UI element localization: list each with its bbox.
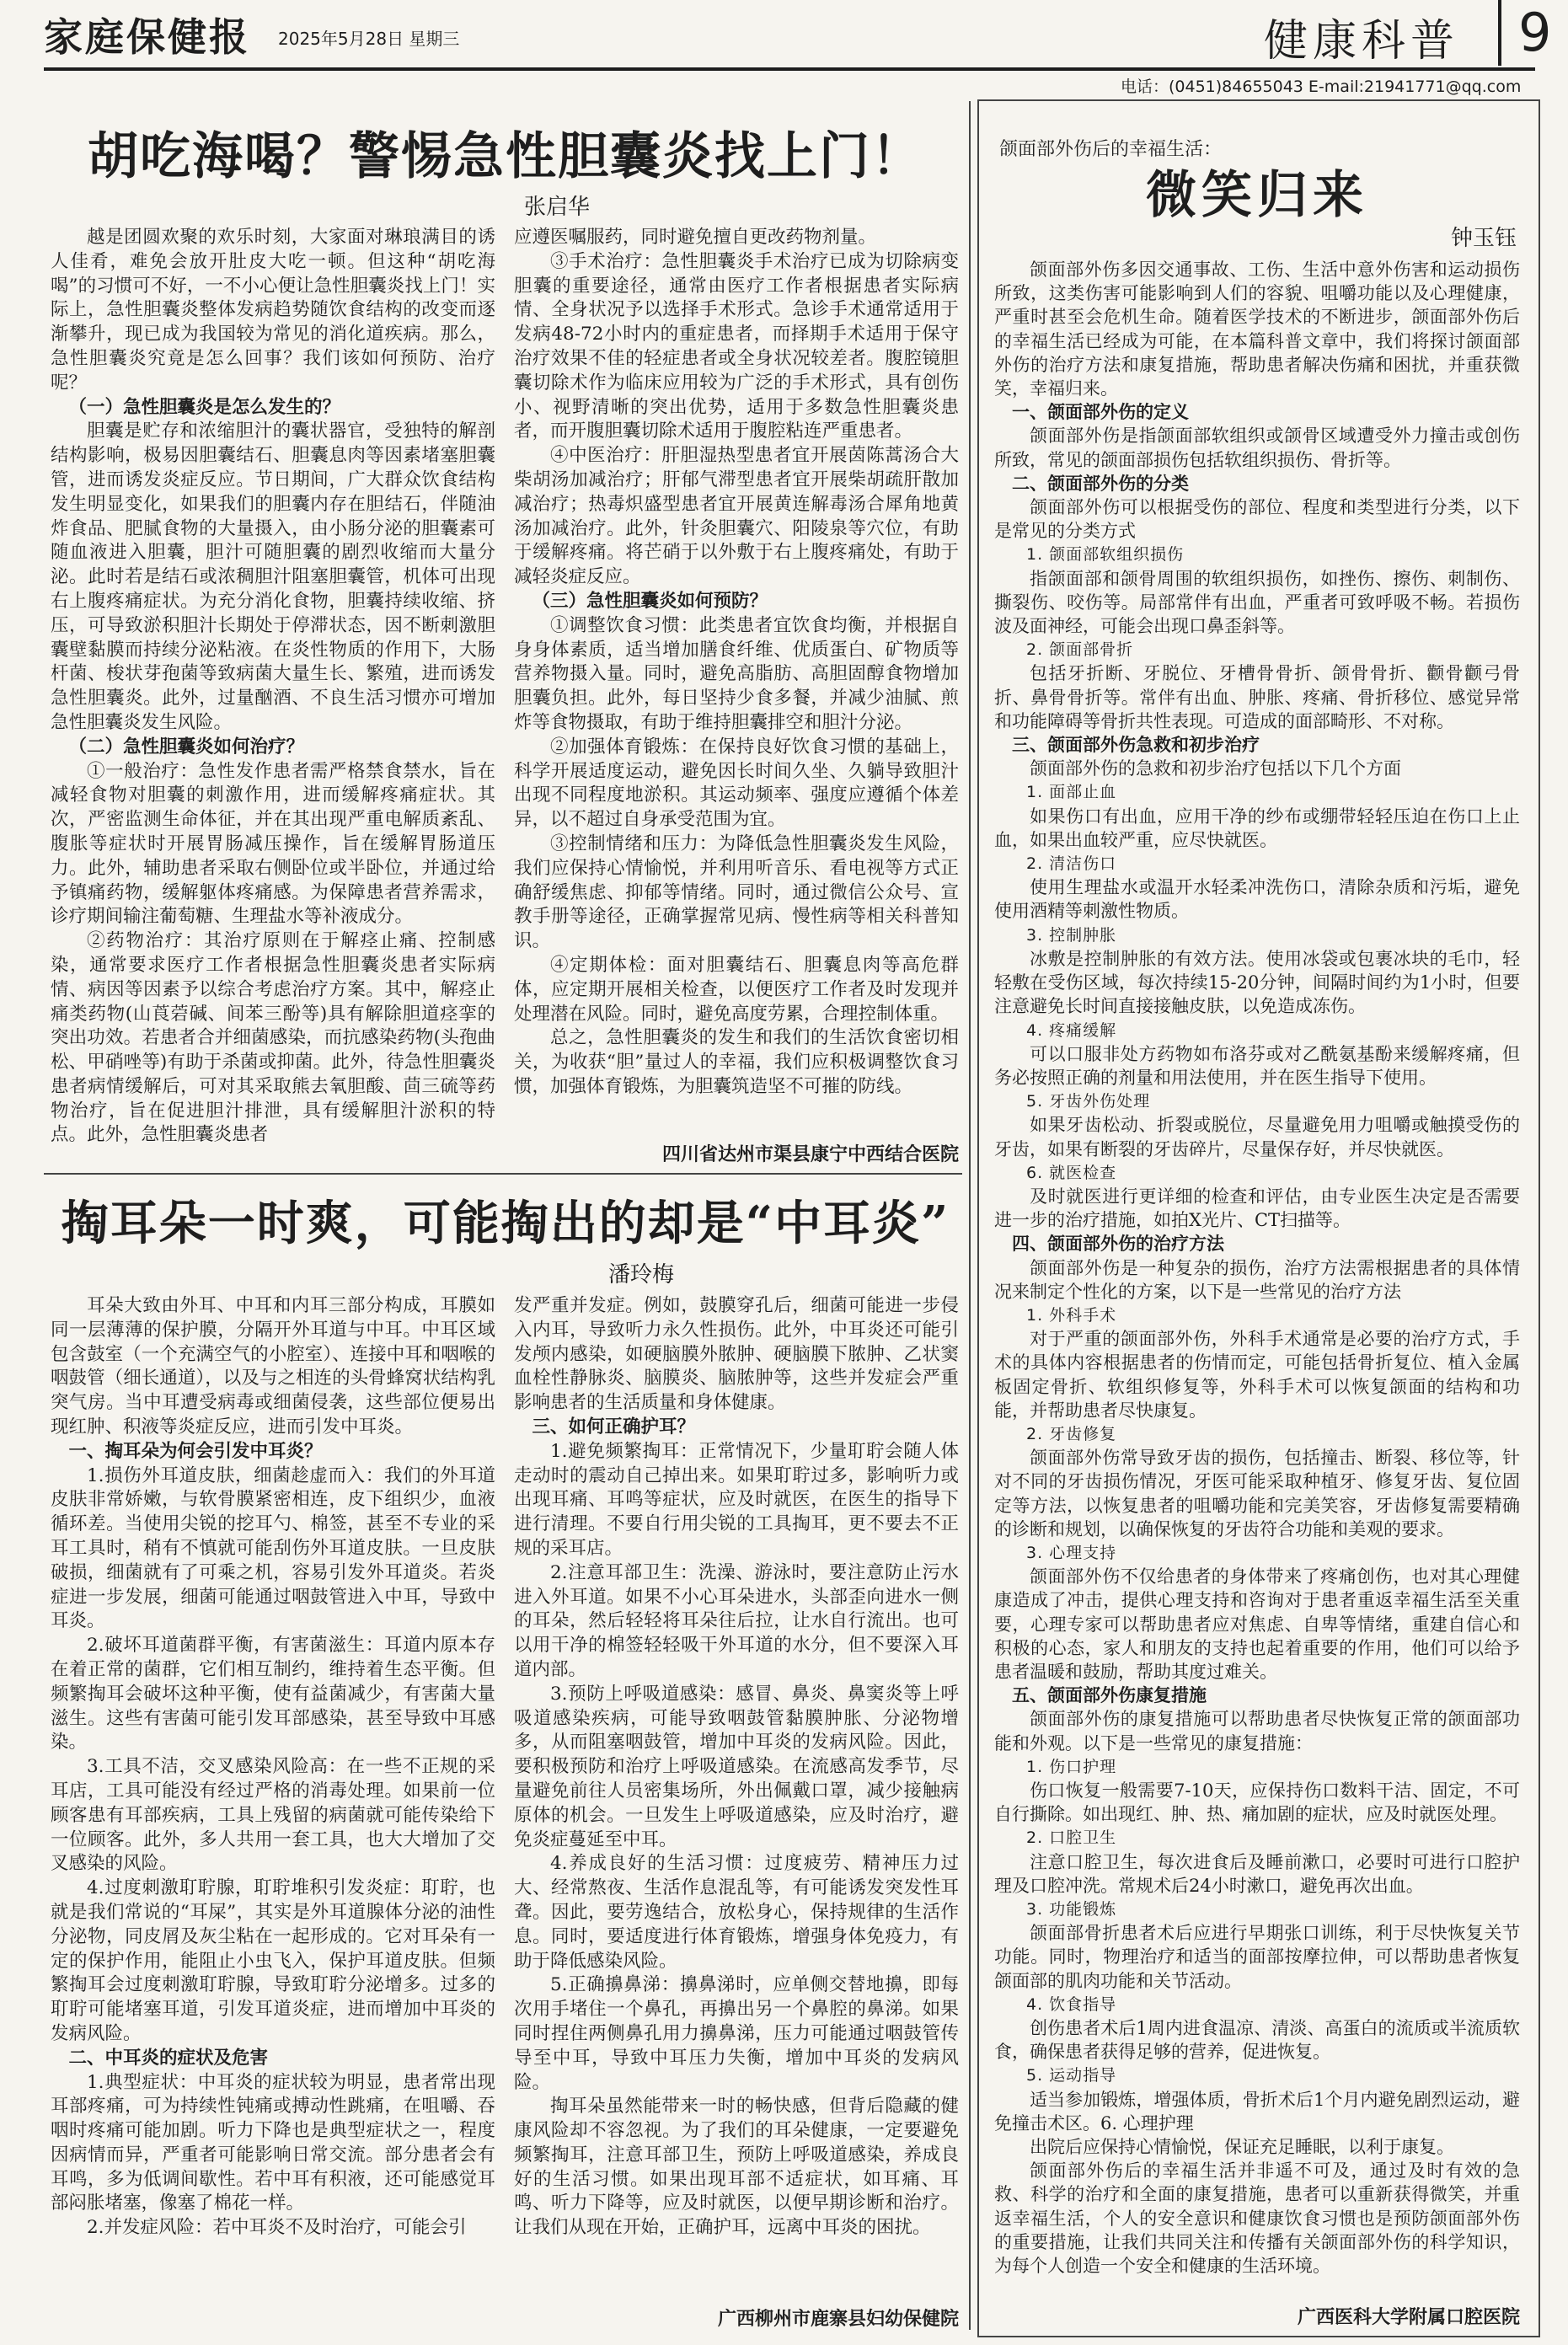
paragraph: 颌面部外伤可以根据受伤的部位、程度和类型进行分类，以下是常见的分类方式 bbox=[994, 497, 1520, 542]
paragraph: 颌面部骨折患者术后应进行早期张口训练，利于尽快恢复关节功能。同时，物理治疗和适当的面部按摩拉伸，可以帮助患者恢复颌面部的肌肉功能和关节活动。 bbox=[994, 1923, 1520, 1991]
paragraph: ③手术治疗：急性胆囊炎手术治疗已成为切除病变胆囊的重要途径，通常由医疗工作者根据患者实际病情、全身状况予以选择手术形式。急诊手术通常适用于发病48-72小时内的重症患者，而择期手术适用于保守治疗效果不佳的轻症患者或全身状况较差者。腹腔镜胆囊切除术作为临床应用较为广泛的手术形式，具有创伤小、视野清晰的突出优势，适用于多数急性胆囊炎患者，而开腹胆囊切除术适用于腹腔粘连严重患者。 bbox=[514, 250, 959, 442]
paragraph: 2.并发症风险：若中耳炎不及时治疗，可能会引 bbox=[87, 2217, 467, 2239]
paragraph: ③控制情绪和压力：为降低急性胆囊炎发生风险，我们应保持心情愉悦，并利用听音乐、看电视等方式正确舒缓焦虑、抑郁等情绪。同时，通过微信公众号、宣教手册等途径，正确掌握常见病、慢性病等相关科普知识。 bbox=[514, 833, 959, 952]
paragraph: 掏耳朵虽然能带来一时的畅快感，但背后隐藏的健康风险却不容忽视。为了我们的耳朵健康，一定要避免频繁掏耳，注意耳部卫生，预防上呼吸道感染，养成良好的生活习惯。如果出现耳部不适症状，如耳痛、耳鸣、听力下降等，应及时就医，以便早期诊断和治疗。让我们从现在开始，正确护耳，远离中耳炎的困扰。 bbox=[514, 2096, 959, 2239]
subheading: 一、掏耳朵为何会引发中耳炎？ bbox=[68, 1440, 323, 1462]
paragraph: 创伤患者术后1周内进食温凉、清淡、高蛋白的流质或半流质软食，确保患者获得足够的营养，促进恢复。 bbox=[994, 2018, 1520, 2063]
paragraph: 颌面部外伤的急救和初步治疗包括以下几个方面 bbox=[1030, 758, 1401, 779]
paragraph: ④中医治疗：肝胆湿热型患者宜开展茵陈蒿汤合大柴胡汤加减治疗；肝郁气滞型患者宜开展柴胡疏肝散加减治疗；热毒炽盛型患者宜开展黄连解毒汤合犀角地黄汤加减治疗。此外，针灸胆囊穴、阳陵泉等穴位，有助于缓解疼痛。将芒硝于以外敷于右上腹疼痛处，有助于减轻炎症反应。 bbox=[514, 445, 959, 588]
paragraph: ①一般治疗：急性发作患者需严格禁食禁水，旨在减轻食物对胆囊的刺激作用，进而缓解疼痛症状。其次，严密监测生命体征，并在其出现严重电解质紊乱、腹胀等症状时开展胃肠减压操作，旨在缓解胃肠道压力。此外，辅助患者采取右侧卧位或半卧位，并通过给予镇痛药物，缓解躯体疼痛感。为保障患者营养需求，诊疗期间输注葡萄糖、生理盐水等补液成分。 bbox=[51, 760, 495, 928]
paragraph: 颌面部外伤的康复措施可以帮助患者尽快恢复正常的颌面部功能和外观。以下是一些常见的康复措施： bbox=[994, 1709, 1520, 1753]
subheading: 三、如何正确护耳？ bbox=[532, 1416, 696, 1438]
minor-heading: 2. 口腔卫生 bbox=[1026, 1828, 1117, 1848]
paragraph: 适当参加锻炼，增强体质，骨折术后1个月内避免剧烈运动，避免撞击术区。6. 心理护理 bbox=[994, 2089, 1520, 2134]
article-separator bbox=[44, 1173, 962, 1175]
paragraph: 3.预防上呼吸道感染：感冒、鼻炎、鼻窦炎等上呼吸道感染疾病，可能导致咽鼓管黏膜肿胀、分泌物增多，从而阻塞咽鼓管，增加中耳炎的发病风险。因此，要积极预防和治疗上呼吸道感染。在流感高发季节，尽量避免前往人员密集场所，外出佩戴口罩，减少接触病原体的机会。一旦发生上呼吸道感染，应及时治疗，避免炎症蔓延至中耳。 bbox=[514, 1683, 959, 1850]
paragraph: 指颌面部和颌骨周围的软组织损伤，如挫伤、擦伤、刺制伤、撕裂伤、咬伤等。局部常伴有出血，严重者可致呼吸不畅。若损伤波及面神经，可能会出现口鼻歪斜等。 bbox=[994, 568, 1520, 637]
paragraph: ①调整饮食习惯：此类患者宜饮食均衡，并根据自身身体素质，适当增加膳食纤维、优质蛋白、矿物质等营养物摄入量。同时，避免高脂肪、高胆固醇食物增加胆囊负担。此外，每日坚持少食多餐，并减少油腻、煎炸等食物摄取，有助于维持胆囊排空和胆汁分泌。 bbox=[514, 614, 959, 733]
paragraph: 颌面部外伤是指颌面部软组织或颌骨区域遭受外力撞击或创伤所致，常见的颌面部损伤包括软组织损伤、骨折等。 bbox=[994, 426, 1520, 470]
paragraph: 包括牙折断、牙脱位、牙槽骨骨折、颌骨骨折、颧骨颧弓骨折、鼻骨骨折等。常伴有出血、肿胀、疼痛、骨折移位、感觉异常和功能障碍等骨折共性表现。可造成的面部畸形、不对称。 bbox=[994, 663, 1520, 731]
minor-heading: 5. 牙齿外伤处理 bbox=[1026, 1092, 1151, 1111]
paragraph: 注意口腔卫生，每次进食后及睡前漱口，必要时可进行口腔护理及口腔冲洗。常规术后24小时漱口，避免再次出血。 bbox=[994, 1851, 1520, 1896]
section-title: 健康科普 bbox=[1264, 16, 1460, 67]
minor-heading: 2. 清洁伤口 bbox=[1026, 854, 1117, 874]
paragraph: 冰敷是控制肿胀的有效方法。使用冰袋或包裹冰块的毛巾，轻轻敷在受伤区域，每次持续15-20分钟，间隔时间约为1小时，但要注意避免长时间直接接触皮肤，以免造成冻伤。 bbox=[994, 948, 1520, 1017]
minor-heading: 3. 心理支持 bbox=[1026, 1543, 1117, 1562]
contact-info: 电话：(0451)84655043 E-mail:21941771@qq.com bbox=[1121, 78, 1522, 96]
paragraph: 胆囊是贮存和浓缩胆汁的囊状器官，受独特的解剖结构影响，极易因胆囊结石、胆囊息肉等因素堵塞胆囊管，进而诱发炎症反应。节日期间，广大群众饮食结构发生明显变化，如果我们的胆囊内存在胆结石，伴随油炸食品、肥腻食物的大量摄入，由小肠分泌的胆囊素可随血液进入胆囊，胆汁可随胆囊的剧烈收缩而大量分泌。此时若是结石或浓稠胆汁阻塞胆囊管，机体可出现右上腹疼痛症状。为充分消化食物，胆囊持续收缩、挤压，可导致淤积胆汁长期处于停滞状态，因不断刺激胆囊壁黏膜而持续分泌粘液。在炎性物质的作用下，大肠杆菌、梭状芽孢菌等致病菌大量生长、繁殖，进而诱发急性胆囊炎。此外，过量酗酒、不良生活习惯亦可增加急性胆囊炎发生风险。 bbox=[51, 420, 495, 733]
minor-heading: 3. 控制肿胀 bbox=[1026, 925, 1117, 945]
minor-heading: 5. 运动指导 bbox=[1026, 2066, 1117, 2085]
paragraph: 1.损伤外耳道皮肤，细菌趁虚而入：我们的外耳道皮肤非常娇嫩，与软骨膜紧密相连，皮下组织少，血液循环差。当使用尖锐的挖耳勺、棉签，甚至不专业的采耳工具时，稍有不慎就可能刮伤外耳道皮肤。一旦皮肤破损，细菌就有了可乘之机，容易引发外耳道炎。若炎症进一步发展，细菌可能通过咽鼓管进入中耳，导致中耳炎。 bbox=[51, 1464, 495, 1632]
paragraph: 总之，急性胆囊炎的发生和我们的生活饮食密切相关，为收获“胆”量过人的幸福，我们应积极调整饮食习惯，加强体育锻炼，为胆囊筑造坚不可摧的防线。 bbox=[514, 1027, 959, 1097]
minor-heading: 4. 疼痛缓解 bbox=[1026, 1020, 1117, 1040]
subheading: （二）急性胆囊炎如何治疗？ bbox=[68, 736, 305, 758]
article1-author: 张启华 bbox=[523, 195, 590, 220]
minor-heading: 1. 外科手术 bbox=[1026, 1305, 1117, 1325]
paragraph: 4.过度刺激耵聍腺，耵聍堆积引发炎症：耵聍，也就是我们常说的“耳屎”，其实是外耳道腺体分泌的油性分泌物，同皮屑及灰尘粘在一起形成的。它对耳朵有一定的保护作用，能阻止小虫飞入，保护耳道皮肤。但频繁掏耳会过度刺激耵聍腺，导致耵聍分泌增多。过多的耵聍可能堵塞耳道，引发耳道炎症，进而增加中耳炎的发病风险。 bbox=[51, 1877, 495, 2044]
minor-heading: 4. 饮食指导 bbox=[1026, 1994, 1117, 2014]
paragraph: 对于严重的颌面部外伤，外科手术通常是必要的治疗方式，手术的具体内容根据患者的伤情而定，可能包括骨折复位、植入金属板固定骨折、软组织修复等，外科手术可以恢复颌面的结构和功能，并帮助患者尽快康复。 bbox=[994, 1329, 1520, 1421]
subheading: 二、中耳炎的症状及危害 bbox=[68, 2047, 269, 2069]
paragraph: 2.注意耳部卫生：洗澡、游泳时，要注意防止污水进入外耳道。如果不小心耳朵进水，头部歪向进水一侧的耳朵，然后轻轻将耳朵往后拉，让水自行流出。也可以用干净的棉签轻轻吸干外耳道的水分，但不要深入耳道内部。 bbox=[514, 1561, 959, 1680]
paragraph: 使用生理盐水或温开水轻柔冲洗伤口，清除杂质和污垢，避免使用酒精等刺激性物质。 bbox=[994, 877, 1520, 922]
article2-column-2 bbox=[514, 1294, 959, 2300]
article1-source: 四川省达州市渠县康宁中西结合医院 bbox=[661, 1144, 959, 1165]
paragraph: ②药物治疗：其治疗原则在于解痉止痛、控制感染，通常要求医疗工作者根据急性胆囊炎患者实际病情、病因等因素予以综合考虑治疗方案。其中，解痉止痛类药物(山莨菪碱、间苯三酚等)具有解除胆道痉挛的突出功效。若患者合并细菌感染，而抗感染药物(头孢曲松、甲硝唑等)有助于杀菌或抑菌。此外，待急性胆囊炎患者病情缓解后，可对其采取熊去氧胆酸、茴三硫等药物治疗，旨在促进胆汁排泄，具有缓解胆汁淤积的特点。此外，急性胆囊炎患者 bbox=[51, 930, 495, 1146]
paragraph: 4.养成良好的生活习惯：过度疲劳、精神压力过大、经常熬夜、生活作息混乱等，有可能诱发突发性耳聋。因此，要劳逸结合，放松身心，保持规律的生活作息。同时，要适度进行体育锻炼，增强身体免疫力，有助于降低感染风险。 bbox=[514, 1853, 959, 1972]
subheading: 二、颌面部外伤的分类 bbox=[1012, 472, 1189, 494]
subheading: 五、颌面部外伤康复措施 bbox=[1012, 1684, 1207, 1706]
article1-column-1 bbox=[51, 226, 495, 1153]
minor-heading: 2. 牙齿修复 bbox=[1026, 1424, 1117, 1443]
article3-source: 广西医科大学附属口腔医院 bbox=[1297, 2307, 1520, 2328]
column-divider bbox=[969, 101, 971, 2330]
paragraph: 2.破坏耳道菌群平衡，有害菌滋生：耳道内原本存在着正常的菌群，它们相互制约，维持着生态平衡。但频繁掏耳会破坏这种平衡，使有益菌减少，有害菌大量滋生。这些有害菌可能引发耳部感染，甚至导致中耳感染。 bbox=[51, 1635, 495, 1753]
minor-heading: 1. 面部止血 bbox=[1026, 783, 1117, 802]
subheading: （一）急性胆囊炎是怎么发生的？ bbox=[68, 396, 341, 418]
article2-title: 掏耳朵一时爽，可能掏出的却是“中耳炎” bbox=[61, 1196, 950, 1251]
page-number: 9 bbox=[1498, 0, 1551, 66]
paragraph: 越是团圆欢聚的欢乐时刻，大家面对琳琅满目的诱人佳肴，难免会放开肚皮大吃一顿。但这种“胡吃海喝”的习惯可不好，一不小心便让急性胆囊炎找上门！实际上，急性胆囊炎整体发病趋势随饮食结构的改变而逐渐攀升，现已成为我国较为常见的消化道疾病。那么，急性胆囊炎究竟是怎么回事？我们该如何预防、治疗呢？ bbox=[51, 227, 495, 394]
paragraph: 1.避免频繁掏耳：正常情况下，少量耵聍会随人体走动时的震动自己掉出来。如果耵聍过多，影响听力或出现耳痛、耳鸣等症状，应及时就医，在医生的指导下进行清理。不要自行用尖锐的工具掏耳，更不要去不正规的采耳店。 bbox=[514, 1440, 959, 1559]
paragraph: ④定期体检：面对胆囊结石、胆囊息肉等高危群体，应定期开展相关检查，以便医疗工作者及时发现并处理潜在风险。同时，避免高度劳累，合理控制体重。 bbox=[514, 954, 959, 1025]
minor-heading: 2. 颌面部骨折 bbox=[1026, 640, 1134, 660]
subheading: 四、颌面部外伤的治疗方法 bbox=[1012, 1233, 1224, 1255]
paragraph: 应遵医嘱服药，同时避免擅自更改药物剂量。 bbox=[514, 227, 877, 248]
paragraph: 3.工具不洁，交叉感染风险高：在一些不正规的采耳店，工具可能没有经过严格的消毒处理。如果前一位顾客患有耳部疾病，工具上残留的病菌就可能传染给下一位顾客。此外，多人共用一套工具，也大大增加了交叉感染的风险。 bbox=[51, 1756, 495, 1875]
paragraph: 颌面部外伤是一种复杂的损伤，治疗方法需根据患者的具体情况来制定个性化的方案，以下是一些常见的治疗方法 bbox=[994, 1257, 1520, 1302]
paragraph: 发严重并发症。例如，鼓膜穿孔后，细菌可能进一步侵入内耳，导致听力永久性损伤。此外，中耳炎还可能引发颅内感染，如硬脑膜外脓肿、硬脑膜下脓肿、乙状窦血栓性静脉炎、脑膜炎、脑脓肿等，这些并发症会严重影响患者的生活质量和身体健康。 bbox=[514, 1295, 959, 1414]
header-rule bbox=[44, 67, 1535, 71]
paragraph: 1.典型症状：中耳炎的症状较为明显，患者常出现耳部疼痛，可为持续性钝痛或搏动性跳痛，在咀嚼、吞咽时疼痛可能加剧。听力下降也是典型症状之一，程度因病情而异，严重者可能影响日常交流。部分患者会有耳鸣，多为低调间歇性。若中耳有积液，还可能感觉耳部闷胀堵塞，像塞了棉花一样。 bbox=[51, 2071, 495, 2214]
article1-title: 胡吃海喝？警惕急性胆囊炎找上门！ bbox=[88, 127, 923, 186]
paragraph: 颌面部外伤后的幸福生活并非遥不可及，通过及时有效的急救、科学的治疗和全面的康复措施，患者可以重新获得微笑，并重返幸福生活，个人的安全意识和健康饮食习惯也是预防颌面部外伤的重要措施，让我们共同关注和传播有关颌面部外伤的科学知识，为每个人创造一个安全和健康的生活环境。 bbox=[994, 2160, 1520, 2277]
minor-heading: 3. 功能锻炼 bbox=[1026, 1900, 1117, 1919]
paragraph: 5.正确擤鼻涕：擤鼻涕时，应单侧交替地擤，即每次用手堵住一个鼻孔，再擤出另一个鼻腔的鼻涕。如果同时捏住两侧鼻孔用力擤鼻涕，压力可能通过咽鼓管传导至中耳，导致中耳压力失衡，增加中耳炎的发病风险。 bbox=[514, 1974, 959, 2093]
paragraph: ②加强体育锻炼：在保持良好饮食习惯的基础上，科学开展适度运动，避免因长时间久坐、久躺导致胆汁出现不同程度地淤积。其运动频率、强度应遵循个体差异，以不超过自身承受范围为宜。 bbox=[514, 736, 959, 831]
subheading: （三）急性胆囊炎如何预防？ bbox=[532, 590, 768, 612]
article2-source: 广西柳州市鹿寨县妇幼保健院 bbox=[717, 2309, 959, 2330]
article3-title: 微笑归来 bbox=[1146, 166, 1368, 225]
article3-series-label: 颌面部外伤后的幸福生活： bbox=[999, 139, 1223, 160]
article1-column-2 bbox=[514, 226, 959, 1138]
minor-heading: 1. 颌面部软组织损伤 bbox=[1026, 545, 1185, 565]
paragraph: 如果牙齿松动、折裂或脱位，尽量避免用力咀嚼或触摸受伤的牙齿，如果有断裂的牙齿碎片，尽量保存好，并尽快就医。 bbox=[994, 1115, 1520, 1159]
article2-author: 潘玲梅 bbox=[607, 1262, 674, 1288]
paragraph: 颌面部外伤常导致牙齿的损伤，包括撞击、断裂、移位等，针对不同的牙齿损伤情况，牙医可能采取种植牙、修复牙齿、复位固定等方法，以恢复患者的咀嚼功能和完美笑容，牙齿修复需要精确的诊断和规划，以确保恢复的牙齿符合功能和美观的要求。 bbox=[994, 1448, 1520, 1539]
article2-column-1 bbox=[51, 1294, 495, 2326]
minor-heading: 1. 伤口护理 bbox=[1026, 1757, 1117, 1776]
article3-author: 钟玉钰 bbox=[1450, 226, 1517, 251]
subheading: 三、颌面部外伤急救和初步治疗 bbox=[1012, 734, 1260, 756]
paragraph: 颌面部外伤不仅给患者的身体带来了疼痛创伤，也对其心理健康造成了冲击，提供心理支持和咨询对于患者重返幸福生活至关重要，心理专家可以帮助患者应对焦虑、自卑等情绪，重建自信心和积极的心态，家人和朋友的支持也起着重要的作用，他们可以给予患者温暖和鼓励，帮助其度过难关。 bbox=[994, 1566, 1520, 1682]
minor-heading: 6. 就医检查 bbox=[1026, 1163, 1117, 1182]
article3-body bbox=[994, 258, 1520, 2295]
subheading: 一、颌面部外伤的定义 bbox=[1012, 401, 1189, 423]
paragraph: 耳朵大致由外耳、中耳和内耳三部分构成，耳膜如同一层薄薄的保护膜，分隔开外耳道与中耳。中耳区域包含鼓室（一个充满空气的小腔室）、连接中耳和咽喉的咽鼓管（细长通道），以及与之相连的头骨蜂窝状结构乳突气房。当中耳遭受病毒或细菌侵袭，这些部位便易出现红肿、积液等炎症反应，进而引发中耳炎。 bbox=[51, 1295, 495, 1438]
paragraph: 伤口恢复一般需要7-10天，应保持伤口数料干洁、固定，不可自行撕除。如出现红、肿、热、痛加剧的症状，应及时就医处理。 bbox=[994, 1780, 1520, 1825]
issue-date: 2025年5月28日 星期三 bbox=[278, 29, 460, 49]
paragraph: 如果伤口有出血，应用干净的纱布或绷带轻轻压迫在伤口上止血，如果出血较严重，应尽快就医。 bbox=[994, 806, 1520, 850]
paper-name: 家庭保健报 bbox=[44, 14, 250, 60]
paragraph: 及时就医进行更详细的检查和评估，由专业医生决定是否需要进一步的治疗措施，如拍X光片、CT扫描等。 bbox=[994, 1186, 1520, 1231]
paragraph: 可以口服非处方药物如布洛芬或对乙酰氨基酚来缓解疼痛，但务必按照正确的剂量和用法使用，并在医生指导下使用。 bbox=[994, 1043, 1520, 1088]
paragraph: 颌面部外伤多因交通事故、工伤、生活中意外伤害和运动损伤所致，这类伤害可能影响到人们的容貌、咀嚼功能以及心理健康，严重时甚至会危机生命。随着医学技术的不断进步，颌面部外伤后的幸福生活已经成为可能，在本篇科普文章中，我们将探讨颌面部外伤的治疗方法和康复措施，帮助患者解决伤痛和困扰，并重获微笑，幸福归来。 bbox=[994, 260, 1520, 399]
paragraph: 出院后应保持心情愉悦，保证充足睡眠，以利于康复。 bbox=[1030, 2137, 1454, 2158]
